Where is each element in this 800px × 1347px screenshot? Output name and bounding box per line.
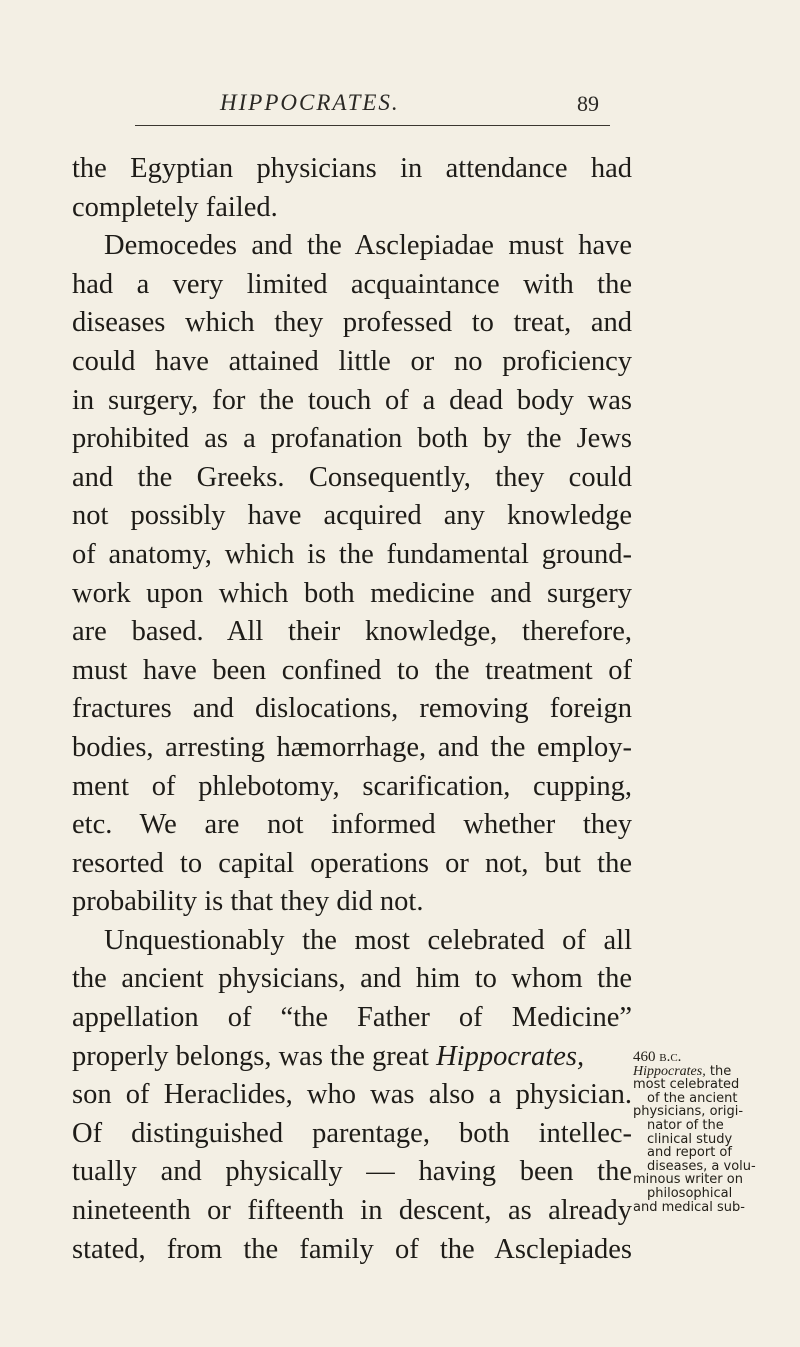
header-rule bbox=[135, 125, 610, 126]
text-line: fractures and dislocations, removing foreign bbox=[72, 693, 632, 725]
text-line: Democedes and the Asclepiadae must have bbox=[104, 230, 632, 262]
margin-note-line: and medical sub- bbox=[633, 1199, 745, 1215]
text-line: not possibly have acquired any knowledge bbox=[72, 500, 632, 532]
text-line: son of Heraclides, who was also a physician. bbox=[72, 1079, 632, 1111]
page-number: 89 bbox=[577, 91, 599, 116]
running-header-title: HIPPOCRATES. bbox=[220, 90, 400, 115]
text-line: must have been confined to the treatment of bbox=[72, 654, 632, 686]
hippocrates-name: Hippocrates, bbox=[436, 1040, 585, 1072]
margin-note-line: of the ancient bbox=[647, 1090, 738, 1106]
margin-note-fragment: the bbox=[705, 1063, 732, 1079]
margin-note-line: philosophical bbox=[647, 1185, 733, 1201]
text-fragment: properly belongs, was the great bbox=[72, 1040, 437, 1072]
text-line: etc. We are not informed whether they bbox=[72, 809, 632, 841]
margin-note-date: 460 b.c. bbox=[633, 1049, 682, 1065]
text-line: bodies, arresting hæmorrhage, and the employ- bbox=[72, 731, 632, 763]
text-line: the Egyptian physicians in attendance had bbox=[72, 153, 632, 184]
text-line: prohibited as a profanation both by the Jews bbox=[72, 423, 632, 455]
text-line: diseases which they professed to treat, and bbox=[72, 307, 632, 339]
text-line: tually and physically — having been the bbox=[72, 1156, 632, 1188]
margin-note-line: diseases, a volu- bbox=[647, 1158, 756, 1174]
margin-note-line: nator of the bbox=[647, 1117, 724, 1133]
text-line: probability is that they did not. bbox=[72, 886, 424, 918]
text-line: nineteenth or fifteenth in descent, as already bbox=[72, 1195, 632, 1227]
text-line: of anatomy, which is the fundamental ground- bbox=[72, 538, 632, 570]
text-line: are based. All their knowledge, therefore, bbox=[72, 616, 632, 648]
text-line: in surgery, for the touch of a dead body was bbox=[72, 384, 632, 416]
margin-note-line: physicians, origi- bbox=[633, 1104, 744, 1120]
text-line: stated, from the family of the Asclepiades bbox=[72, 1233, 632, 1265]
main-text-column bbox=[72, 150, 632, 1269]
margin-note-line: and report of bbox=[647, 1145, 732, 1161]
margin-note-name: Hippocrates, bbox=[633, 1063, 706, 1079]
text-line: completely failed. bbox=[72, 191, 278, 223]
margin-note-line: clinical study bbox=[647, 1131, 733, 1147]
text-line: Unquestionably the most celebrated of all bbox=[104, 924, 632, 956]
text-line: could have attained little or no proficiency bbox=[72, 345, 632, 377]
margin-note-line bbox=[633, 1065, 799, 1079]
text-line: ment of phlebotomy, scarification, cupping, bbox=[72, 770, 632, 802]
text-line: work upon which both medicine and surgery bbox=[72, 577, 632, 609]
text-line: appellation of “the Father of Medicine” bbox=[72, 1002, 632, 1034]
margin-note-line: minous writer on bbox=[633, 1172, 743, 1188]
text-line: had a very limited acquaintance with the bbox=[72, 268, 632, 300]
text-line: the ancient physicians, and him to whom the bbox=[72, 963, 632, 995]
text-line bbox=[72, 1038, 632, 1077]
text-line: and the Greeks. Consequently, they could bbox=[72, 461, 632, 493]
text-line: Of distinguished parentage, both intellec- bbox=[72, 1117, 632, 1149]
margin-note bbox=[633, 1051, 799, 1214]
margin-note-line: most celebrated bbox=[633, 1077, 740, 1093]
text-line: resorted to capital operations or not, but the bbox=[72, 847, 632, 879]
